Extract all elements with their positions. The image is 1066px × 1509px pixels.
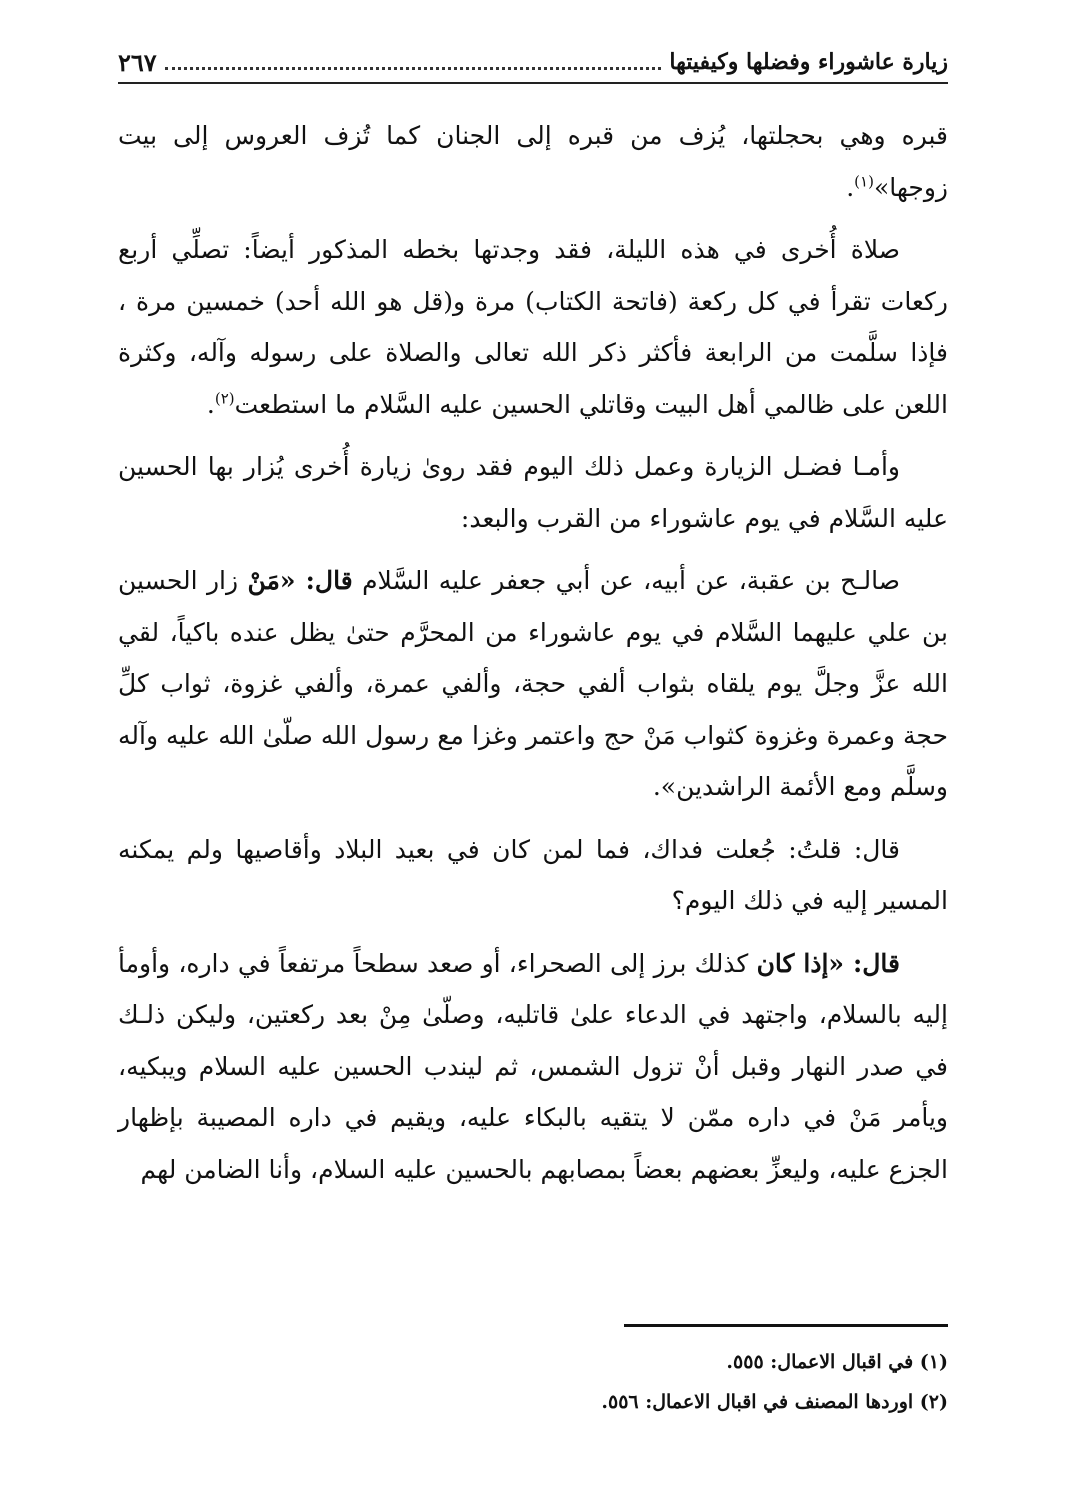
paragraph-3: وأمـا فضـل الزيارة وعمل ذلك اليوم فقد روىٰ زيارة أُخرى يُزار بها الحسين عليه السَّلام في يوم عاشوراء من القرب والبعد: xyxy=(118,452,948,533)
paragraph-4-said: قال: «مَنْ xyxy=(247,566,353,595)
paragraph-5: قال: قلتُ: جُعلت فداك، فما لمن كان في بعيد البلاد وأقاصيها ولم يمكنه المسير إليه في ذلك اليوم؟ xyxy=(118,834,948,915)
paragraph-1-end: . xyxy=(846,172,855,202)
paragraph-2 xyxy=(118,224,948,430)
page-number: ٢٦٧ xyxy=(118,47,157,77)
paragraph-1 xyxy=(118,110,948,213)
paragraph-6 xyxy=(118,938,948,1196)
paragraph-4-text: زار الحسين بن علي عليهما السَّلام في يوم عاشوراء من المحرَّم حتىٰ يظل عنده باكياً، لقي الله عزَّ وجلَّ يوم يلقاه بثواب ألفي حجة، وألفي عمرة، وألفي غزوة، ثواب كلِّ حجة وعمرة وغزوة كثواب مَنْ حج واعتمر وغزا مع رسول الله صلّىٰ الله عليه وآله وسلَّم ومع الأئمة الراشدين». xyxy=(118,566,948,801)
paragraph-4-lead: صالـح بن عقبة، عن أبيه، عن أبي جعفر عليه السَّلام xyxy=(362,566,901,595)
footnote-ref-1: (١) xyxy=(854,172,874,191)
dotted-leader xyxy=(165,67,662,70)
footnotes xyxy=(118,1342,948,1422)
footnote-1: (١) في اقبال الاعمال: ٥٥٥. xyxy=(726,1351,948,1373)
paragraph-4 xyxy=(118,555,948,813)
footnote-separator xyxy=(624,1324,948,1327)
main-text xyxy=(118,110,948,1195)
paragraph-6-said: قال: «إذا كان xyxy=(756,948,900,978)
footnote-ref-2: (٢) xyxy=(214,389,235,408)
paragraph-6-text: كذلك برز إلى الصحراء، أو صعد سطحاً مرتفعاً في داره، وأومأ إليه بالسلام، واجتهد في الدعاء علىٰ قاتليه، وصلّىٰ مِنْ بعد ركعتين، وليكن ذلـك في صدر النهار وقبل أنْ تزول الشمس، ثم ليندب الحسين عليه السلام ويبكيه، ويأمر مَنْ في داره ممّن لا يتقيه بالبكاء عليه، ويقيم في داره المصيبة بإظهار الجزع عليه، وليعزِّ بعضهم بعضاً بمصابهم بالحسين عليه السلام، وأنا الضامن لهم xyxy=(118,948,948,1184)
paragraph-2-text: صلاة أُخرى في هذه الليلة، فقد وجدتها بخطه المذكور أيضاً: تصلِّي أربع ركعات تقرأ في كل ركعة (فاتحة الكتاب) مرة و(قل هو الله أحد) خمسين مرة ، فإذا سلَّمت من الرابعة فأكثر ذكر الله تعالى والصلاة على رسوله وآله، وكثرة اللعن على ظالمي أهل البيت وقاتلي الحسين عليه السَّلام ما استطعت xyxy=(118,235,948,419)
running-header xyxy=(118,42,948,84)
paragraph-2-end: . xyxy=(206,389,215,419)
running-title: زيارة عاشوراء وفضلها وكيفيتها xyxy=(669,49,948,75)
footnote-2: (٢) اوردها المصنف في اقبال الاعمال: ٥٥٦. xyxy=(601,1391,948,1413)
paragraph-1-text: قبره وهي بحجلتها، يُزف من قبره إلى الجنان كما تُزف العروس إلى بيت زوجها» xyxy=(118,121,948,202)
